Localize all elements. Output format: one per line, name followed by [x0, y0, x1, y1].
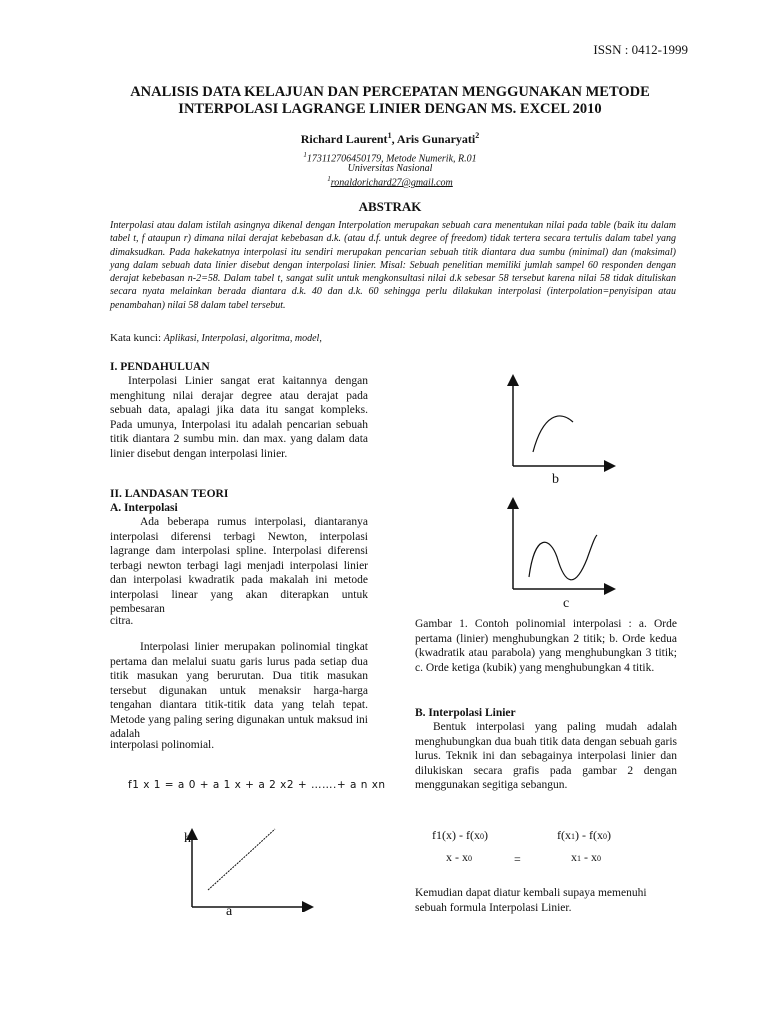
abstract-body: Interpolasi atau dalam istilah asingnya dikenal dengan Interpolation merupakan sebuah cara menentukan nilai pada table (baik itu dalam tabel t, f ataupun r) dimana nilai derajat kebebasan d.k. (atau d.f. untuk degree of freedom) tidak tertera secara tertulis dalam tabel yang dimaksudkan. Pada hakekatnya interpolasi itu sendiri merupakan pencarian sebuah titik diantara dua sumbu (minimal) dan (maksimal) yang dalam sebuah data linier disebut dengan interpolasi linier. Misal: Sebuah penelitian memiliki jumlah sampel 60 responden dengan derajat kebebasan n-2=58. Dalam tabel t, sangat sulit untuk mengkonsultasi nilai d.k sebesar 58 tersebut karena nilai 58 tidak dituliskan secara nyata melainkan berada diantara d.k. 40 dan d.k. 60 sehingga perlu dilakukan interpolasi (interpolation=penyisipan atau penambahan) nilai 58 dalam tabel tersebut.	[110, 220, 676, 311]
paper-title-line1: ANALISIS DATA KELAJUAN DAN PERCEPATAN MENGGUNAKAN METODE	[130, 84, 650, 100]
figure-a-line-curve	[208, 829, 275, 890]
figure-1-caption: Gambar 1. Contoh polinomial interpolasi : a. Orde pertama (linier) menghubungkan 2 titik; b. Orde kedua (kwadratik atau parabola) yang menghubungkan 3 titik; c. Orde ketiga (kubik) yang menghubungkan 4 titik.	[415, 618, 677, 674]
eq-left-num-text: f1(x) - f(x	[432, 828, 480, 842]
subsection-heading-interpolasi-linier: B. Interpolasi Linier	[415, 707, 516, 719]
eq-left-numerator	[432, 828, 488, 843]
eq-left-denominator	[446, 850, 472, 865]
aff-sup: 1	[303, 151, 307, 159]
polynomial-formula: f1 x 1 = a 0 + a 1 x + a 2 x2 + …….+ a n xn	[128, 779, 386, 791]
landasan-paragraph-2-end: interpolasi polinomial.	[110, 739, 215, 751]
author-name-2: , Aris Gunaryati	[391, 132, 476, 146]
figure-c-cubic-plot	[505, 497, 620, 597]
section-heading-pendahuluan: I. PENDAHULUAN	[110, 361, 210, 373]
figure-a-label: a	[226, 904, 233, 919]
interpolasi-linier-body: Bentuk interpolasi yang paling mudah adalah menghubungkan dua buah titik data dengan sebuah garis lurus. Teknik ini dan sebagainya interpolasi linier dan dilukiskan secara grafis pada gambar 2 dengan menggunakan segitiga sebangun.	[415, 721, 677, 791]
landasan-paragraph-1-end: citra.	[110, 615, 134, 627]
landasan-paragraph-2: Interpolasi linier merupakan polinomial tingkat pertama dan melalui suatu garis lurus pada setiap dua titik masukan yang berurutan. Dua titik masukan tersebut digunakan untuk menaksir harga-harga tengahan diantara titik-titik data yang telah tepat. Metode yang paling sering digunakan untuk maksud ini adalah	[110, 641, 368, 740]
eq-left-num-sub: 0	[479, 832, 484, 841]
figure-b-curve	[533, 416, 573, 452]
issn-number: ISSN : 0412-1999	[593, 42, 688, 57]
landasan-paragraph-1: Ada beberapa rumus interpolasi, diantaranya interpolasi diferensi terbagi Newton, interpolasi lagrange dam interpolasi spline. Interpolasi diferensi terbagi newton terbagi lagi menjadi interpolasi linier dan interpolasi kwadratik pada makalah ini metode interpolasi linear yang akan diterapkan untuk pembesaran	[110, 516, 368, 615]
figure-c-label: c	[563, 596, 570, 611]
author-sup-1: 1	[387, 131, 392, 140]
author-list	[100, 131, 680, 147]
keywords-list: Aplikasi, Interpolasi, algoritma, model,	[163, 333, 322, 344]
author-sup-2: 2	[475, 131, 480, 140]
eq-right-num-a: f(x	[557, 828, 571, 842]
eq-right-den-mid: - x	[581, 850, 597, 864]
affiliation-line-2: Universitas Nasional	[347, 163, 433, 174]
figure-a-h-label: h	[184, 831, 191, 846]
section-heading-landasan-teori: II. LANDASAN TEORI	[110, 488, 229, 500]
eq-left-den-text: x - x	[446, 850, 468, 864]
interpolasi-linier-closing: Kemudian dapat diatur kembali supaya memenuhi sebuah formula Interpolasi Linier.	[415, 887, 647, 914]
eq-right-den-sub0: 0	[597, 854, 601, 863]
subsection-heading-interpolasi: A. Interpolasi	[110, 502, 178, 514]
eq-left-num-close: )	[483, 828, 488, 842]
figure-a-linear-plot	[180, 812, 320, 912]
paper-title-line2: INTERPOLASI LAGRANGE LINIER DENGAN MS. EXCEL 2010	[178, 101, 602, 117]
email-sup: 1	[327, 175, 331, 183]
eq-left-den-sub: 0	[468, 854, 472, 863]
email-text: ronaldorichard27@gmail.com	[330, 177, 453, 189]
eq-right-den-text: x	[571, 850, 577, 864]
abstract-heading: ABSTRAK	[358, 199, 422, 214]
keywords	[110, 332, 322, 344]
author-email	[100, 175, 680, 188]
figure-c-curve	[529, 535, 597, 580]
keywords-label: Kata kunci:	[110, 332, 164, 344]
section-pendahuluan-body: Interpolasi Linier sangat erat kaitannya dengan menghitung nilai derajar degree atau derajat pada sebuah data, apalagi jika data itu sangat kompleks. Pada umunya, Interpolasi itu adalah pencarian sebuah titik diantara 2 sumbu min. dan max. yang dalam data linier disebut dengan interpolasi linier.	[110, 375, 368, 460]
paper-title	[100, 84, 680, 118]
eq-right-den-sub1: 1	[577, 854, 581, 863]
author-name-1: Richard Laurent	[300, 132, 388, 146]
eq-right-num-sub1: 1	[571, 832, 575, 841]
eq-right-numerator	[557, 828, 611, 843]
eq-right-num-sub0: 0	[602, 832, 607, 841]
eq-right-num-b: ) - f(x	[575, 828, 603, 842]
eq-right-num-c: )	[606, 828, 611, 842]
affiliation-line-1: 173112706450179, Metode Numerik, R.01	[306, 153, 477, 165]
figure-b-label: b	[552, 472, 559, 487]
figure-b-parabola-plot	[505, 372, 620, 472]
eq-equals-sign: =	[514, 852, 521, 866]
eq-right-denominator	[571, 850, 601, 865]
